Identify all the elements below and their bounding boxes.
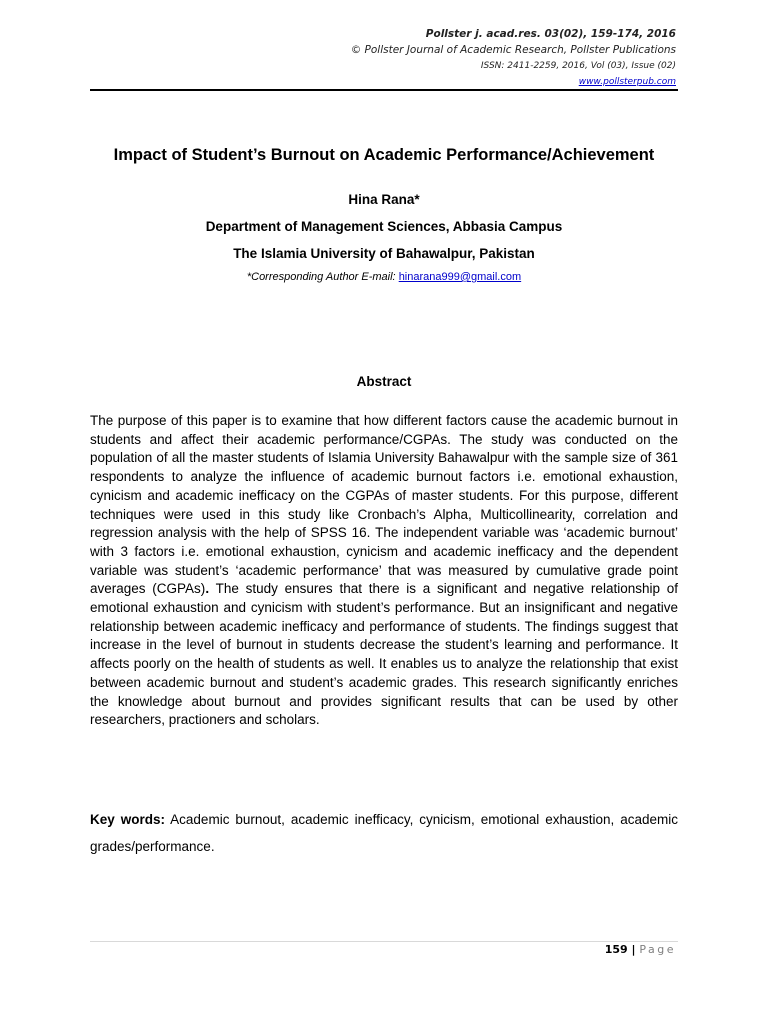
keywords-section <box>90 806 678 860</box>
journal-header <box>351 26 676 90</box>
page-label: Page <box>639 943 676 956</box>
issn-line: ISSN: 2411-2259, 2016, Vol (03), Issue (02) <box>480 61 676 71</box>
paper-title: Impact of Student’s Burnout on Academic Performance/Achievement <box>113 146 655 164</box>
author-email-link[interactable]: hinarana999@gmail.com <box>398 271 522 283</box>
abstract-text-part1: The purpose of this paper is to examine that how different factors cause the academic burnout in students and affect their academic performance/CGPAs. The study was conducted on the population of all the master students of Islamia University Bahawalpur with the sample size of 361 respondents to analyze the influence of academic burnout factors i.e. emotional exhaustion, cynicism and academic inefficacy on the CGPAs of master students. For this purpose, different techniques were used in this study like Cronbach’s Alpha, Multicollinearity, correlation and regression analysis with the help of SPSS 16. The independent variable was ‘academic burnout’ with 3 factors i.e. emotional exhaustion, cynicism and academic inefficacy and the dependent variable was student’s ‘academic performance’ that was measured by cumulative grade point averages (CGPAs) <box>90 413 678 597</box>
footer-divider <box>90 941 678 942</box>
abstract-heading: Abstract <box>356 374 412 389</box>
footer-separator: | <box>627 943 640 956</box>
abstract-bold-period: . <box>205 581 210 597</box>
keywords-text: Academic burnout, academic inefficacy, cynicism, emotional exhaustion, academic grades/performance. <box>90 812 678 854</box>
author-name: Hina Rana* <box>348 192 420 207</box>
publisher-line: © Pollster Journal of Academic Research, Pollster Publications <box>350 44 676 56</box>
corresponding-author <box>0 271 768 283</box>
abstract-text-part2: The study ensures that there is a significant and negative relationship of emotional exhaustion and cynicism with student’s performance. But an insignificant and negative relationship between academic inefficacy and performance of students. The findings suggest that increase in the level of burnout in students decrease the student’s learning and performance. It affects poorly on the health of students as well. It enables us to analyze the relationship that exist between academic burnout and student’s academic grades. This research significantly enriches the knowledge about burnout and provides significant results that can be used by other researchers, practioners and scholars. <box>90 581 679 728</box>
header-divider <box>90 89 678 91</box>
page-footer <box>605 943 676 956</box>
website-link[interactable]: www.pollsterpub.com <box>578 77 676 87</box>
corresponding-label: *Corresponding Author E-mail: <box>246 271 396 283</box>
author-department: Department of Management Sciences, Abbasia Campus <box>205 219 563 234</box>
page-number: 159 <box>604 943 628 956</box>
keywords-label: Key words: <box>90 812 165 827</box>
author-university: The Islamia University of Bahawalpur, Pakistan <box>233 246 535 261</box>
abstract-text <box>90 412 678 730</box>
journal-citation: Pollster j. acad.res. 03(02), 159-174, 2016 <box>425 28 676 40</box>
